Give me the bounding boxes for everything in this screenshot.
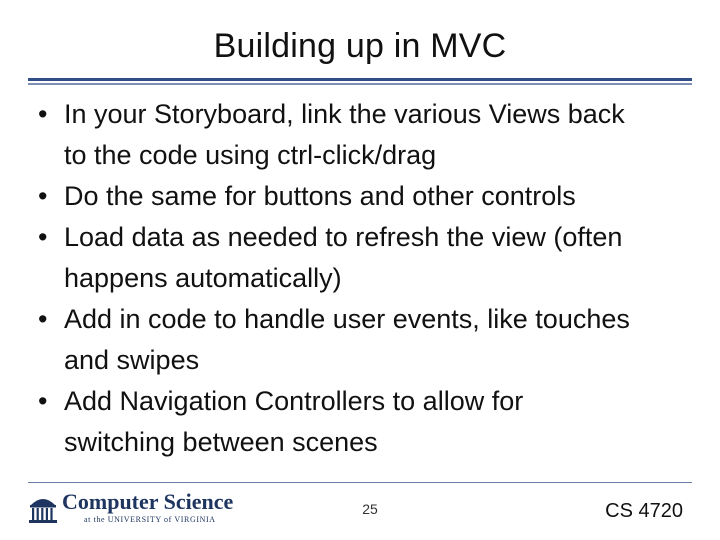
bullet-item xyxy=(36,94,696,176)
bullet-marker: • xyxy=(38,181,48,211)
bullet-item xyxy=(36,176,696,217)
cs-uva-logo xyxy=(28,489,234,530)
logo-main-text: Computer Science xyxy=(62,489,234,514)
bullet-line: and swipes xyxy=(64,345,200,375)
bullet-marker: • xyxy=(38,386,48,416)
bullet-line: to the code using ctrl-click/drag xyxy=(64,140,437,170)
bullet-item xyxy=(36,381,696,463)
bullet-line: switching between scenes xyxy=(64,427,378,457)
slide-title: Building up in MVC xyxy=(213,27,507,65)
bullet-line: Do the same for buttons and other controls xyxy=(64,181,576,211)
bullet-marker: • xyxy=(38,304,48,334)
bullet-line: Load data as needed to refresh the view (often xyxy=(64,222,623,252)
bullet-marker: • xyxy=(38,222,48,252)
bullet-line: happens automatically) xyxy=(64,263,342,293)
bullet-marker: • xyxy=(38,99,48,129)
bullet-item xyxy=(36,299,696,381)
page-number: 25 xyxy=(362,501,378,517)
bullet-line: Add Navigation Controllers to allow for xyxy=(64,386,524,416)
bullet-line: In your Storyboard, link the various Views back xyxy=(64,99,625,129)
bullet-item xyxy=(36,217,696,299)
course-code: CS 4720 xyxy=(605,500,683,522)
logo-sub-text: at the UNIVERSITY of VIRGINIA xyxy=(84,515,216,524)
footer-divider xyxy=(28,482,692,483)
bullet-line: Add in code to handle user events, like touches xyxy=(64,304,630,334)
rotunda-icon xyxy=(28,492,58,524)
title-divider xyxy=(28,78,692,85)
bullet-list xyxy=(36,94,696,463)
